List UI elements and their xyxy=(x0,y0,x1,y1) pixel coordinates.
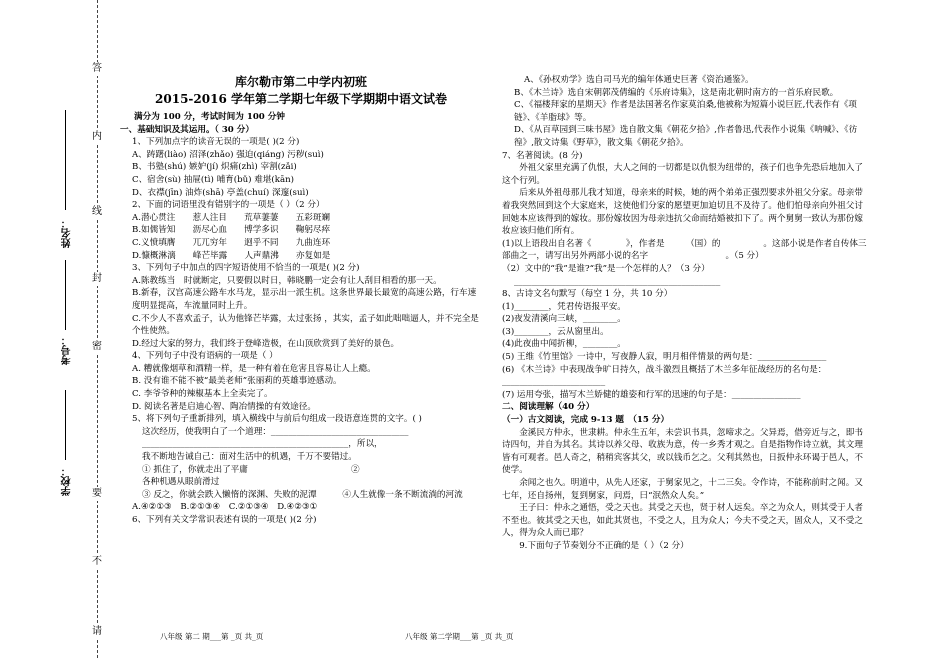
sentence-option: 各种机遇从眼前滑过 xyxy=(142,477,220,488)
question-7-2: （2）文中的“我”是谁?“我”是一个怎样的人？（3 分） xyxy=(502,263,710,274)
option-a: A. 糟就像烟草和酒精一样，是一种有着在危害且容易让人上瘾。 xyxy=(132,363,376,374)
page-footer-left: 八年级 第二 期___第 _页 共_页 xyxy=(160,632,264,641)
poem-blank[interactable]: (6) 《木兰诗》中表现战争旷日持久，战斗激烈且概括了木兰多年征战经历的名句是：________________________ xyxy=(502,364,827,388)
option-b: B、书塾(shú) 嫉妒(jí) 炽痛(zhì) 宰割(zǎi) xyxy=(132,162,297,173)
seal-char: 封 xyxy=(92,273,102,284)
name-label: 姓名： xyxy=(62,218,73,248)
option-a: A、《孙权劝学》选自司马光的编年体通史巨著《资治通鉴》。 xyxy=(524,75,754,85)
passage-paragraph: 外祖父家里充满了仇恨，大人之间的一切都是以仇恨为纽带的，孩子们也争先恐后地加入了这个行列。 xyxy=(502,163,863,186)
question-8: 8、古诗文名句默写（每空 1 分，共 10 分） xyxy=(502,289,673,300)
answer-line[interactable]: ________________________________________________ xyxy=(514,276,721,287)
seal-char: 要 xyxy=(92,488,102,499)
classical-text-paragraph: 王子曰：仲永之通悟，受之天也。其受之天也，贤于材人远矣。卒之为众人，则其受于人者不至也。彼其受之天也，如此其贤也，不受之人，且为众人；今夫不受之天，固众人，又不受之人，得为众人而已耶？ xyxy=(502,503,863,539)
option-b: B、《木兰诗》选自宋朝郭茂倩编的《乐府诗集》，这是南北朝时南方的一首乐府民歌。 xyxy=(514,87,839,98)
score-note: 满分为 100 分，考试时间为 100 分钟 xyxy=(134,112,285,122)
option-c: C.不少人不喜欢孟子，认为他锋芒毕露，太过张扬 ，其实，孟子如此咄咄逼人，并不完全是个性使然。 xyxy=(132,313,479,337)
option-d: D. 阅读名著是启迪心智、陶冶情操的有效途径。 xyxy=(132,401,316,412)
seal-char: 密 xyxy=(92,341,102,352)
poem-blank[interactable]: (2)夜发清溪向三峡，________。 xyxy=(502,314,626,325)
school-title: 库尔勒市第二中学内初班 xyxy=(234,75,367,89)
option-d: D、衣襟(jīn) 油炸(shā) 亭盖(chuí) 深邃(suì) xyxy=(132,187,309,198)
seal-char: 答 xyxy=(92,63,102,74)
option-c: C. 李爷爷种的辣椒基本上全卖完了。 xyxy=(132,389,273,400)
question-3: 3、下列句子中加点的四字短语使用不恰当的一项是( )(2 分) xyxy=(132,263,360,274)
option-c: C.义愤填膺 兀兀穷年 迥乎不同 九曲连环 xyxy=(132,237,331,248)
section-heading: 二、阅读理解（40 分） xyxy=(502,402,595,413)
question-4: 4、下列句子中没有语病的一项是（ ） xyxy=(132,351,278,362)
question-7-1: (1)以上语段出自名著《 》，作者是 （国）的 。这部小说是作者自传体三部曲之一，请写出另外两部小说的名字 。（5 分） xyxy=(502,238,867,262)
page-footer-right: 八年级 第二学期___第 _页 共_页 xyxy=(405,632,514,641)
school-field-line[interactable] xyxy=(65,390,66,460)
option-d: D、《从百草园到三味书屋》选自散文集《朝花夕拾》,作者鲁迅,代表作小说集《呐喊》、《彷徨》,散文诗集《野草》，散文集《朝花夕拾》。 xyxy=(514,125,858,148)
right-column xyxy=(502,74,867,553)
option-c: C、《福楼拜家的星期天》作者是法国著名作家莫泊桑,他被称为短篇小说巨匠,代表作有《项链》、《羊脂球》等。 xyxy=(514,100,857,123)
option-d: D.经过大家的努力，我们终于登峰造极，在山顶欣赏到了美好的景色。 xyxy=(132,338,400,349)
sentence-option: ① 抓住了，你就走出了平庸 ② xyxy=(142,464,360,475)
option-c: C、宿舍(sù) 抽屉(tì) 哺育(bǔ) 难堪(kān) xyxy=(132,174,294,185)
question-5-blank: ________________________________________________，所以， xyxy=(142,439,383,450)
poem-blank[interactable]: (5) 王维《竹里馆》一诗中，写夜静人寂，明月相伴情景的两句是：________________ xyxy=(502,352,827,363)
passage-paragraph: 后来从外祖母那儿我才知道，母亲来的时候，她的两个弟弟正强烈要求外祖父分家。母亲带着我突然回到这个大家庭来，这使他们分家的愿望更加迫切且不及待了。他们怕母亲向外祖父讨回她本应该得到的嫁妆。那份嫁妆因为母亲违抗父命而结婚被扣下了。两个舅舅一致认为那份嫁妆应该归他们所有。 xyxy=(502,188,863,237)
school-label: 学校： xyxy=(62,466,73,496)
option-a: A、踌躇(liào) 沼泽(zhǎo) 强迫(qiáng) 污秽(suì) xyxy=(132,149,324,160)
option-b: B.新春，汉宫高速公路车水马龙，显示出一派生机。这条世界最长最宽的高速公路，行车速度明显提高，车流量同时上升。 xyxy=(132,288,477,311)
option-a: A.陈教练当 时就断定，只要假以时日，韩晓鹏一定会有让人刮目相看的那一天。 xyxy=(132,275,442,286)
poem-blank[interactable]: (4)此夜曲中闻折柳，________。 xyxy=(502,339,626,350)
seal-char: 线 xyxy=(92,206,102,217)
exam-title: 2015-2016 学年第二学期七年级下学期期中语文试卷 xyxy=(155,92,447,106)
question-5-text: 这次经历，使我明白了一个道理：________________________________ xyxy=(142,426,409,437)
question-7: 7、名著阅读。(8 分) xyxy=(502,150,583,161)
subsection-heading: （一）古文阅读，完成 9-13 题 （15 分） xyxy=(502,415,670,426)
classical-text-paragraph: 金溪民方仲永，世隶耕。仲永生五年，未尝识书具，忽啼求之。父异焉，借旁近与之，即书诗四句，并自为其名。其诗以养父母、收族为意，传一乡秀才观之。自是指物作诗立就，其文理皆有可观者。邑人奇之，稍稍宾客其父，或以钱币乞之。父利其然也，日扳仲永环谒于邑人，不使学。 xyxy=(502,427,863,476)
option-b: B. 没有谁不能不被“最美老师”张丽莉的英雄事迹感动。 xyxy=(132,376,342,387)
option-d: D.慷概淋漓 峰芒毕露 人声鼎沸 亦复如是 xyxy=(132,250,331,261)
question-9: 9.下面句子节奏划分不正确的是（ ）（2 分） xyxy=(519,540,689,551)
poem-blank[interactable]: (1)________，凭君传语报平安。 xyxy=(502,301,626,312)
poem-blank[interactable]: (3)________，云从窗里出。 xyxy=(502,326,609,337)
classical-text-paragraph: 余闻之也久。明道中，从先人还家，于舅家见之，十二三矣。令作诗，不能称前时之闻。又七年，还自扬州，复到舅家，问焉，曰“泯然众人矣。” xyxy=(502,478,863,501)
question-5-text: 我不断地告诫自己：面对生活中的机遇，千万不要错过。 xyxy=(142,452,357,463)
seal-char: 不 xyxy=(92,556,102,567)
seal-char: 请 xyxy=(92,626,102,637)
binding-margin xyxy=(0,0,120,658)
answer-choices: A.④②①③ B.②①③④ C.②①③④ D.④②③① xyxy=(132,502,318,513)
section-heading: 一、基础知识及其运用。（ 30 分） xyxy=(120,124,254,135)
seal-char: 内 xyxy=(92,131,102,142)
left-column xyxy=(120,74,482,527)
exam-number-field-line[interactable] xyxy=(65,260,66,330)
option-b: B.如儒皆知 沥尽心血 博学多识 鞠躬尽瘁 xyxy=(132,225,331,236)
name-field-line[interactable] xyxy=(65,110,66,210)
exam-number-label: 考号： xyxy=(62,335,73,365)
option-a: A.潜心贯注 惹人注目 荒草萋萋 五彩斑斓 xyxy=(132,212,331,223)
question-5: 5、将下列句子重新排列，填入横线中与前后句组成一段语意连贯的文字。( ) xyxy=(132,414,422,425)
question-2: 2、下面的词语里没有错别字的一项是（ ）（2 分） xyxy=(132,200,325,211)
question-1: 1、下列加点字的读音无误的一项是( )(2 分) xyxy=(132,137,300,148)
question-6: 6、下列有关文学常识表述有误的一项是( )(2 分) xyxy=(132,515,317,525)
poem-blank[interactable]: (7) 运用夸张，描写木兰娇健的雄姿和行军的迅速的句子是：________________ xyxy=(502,389,801,400)
sentence-option: ③ 反之，你就会跌入懒惰的深渊、失败的泥潭 ④人生就像一条不断流淌的河流 xyxy=(142,489,463,500)
